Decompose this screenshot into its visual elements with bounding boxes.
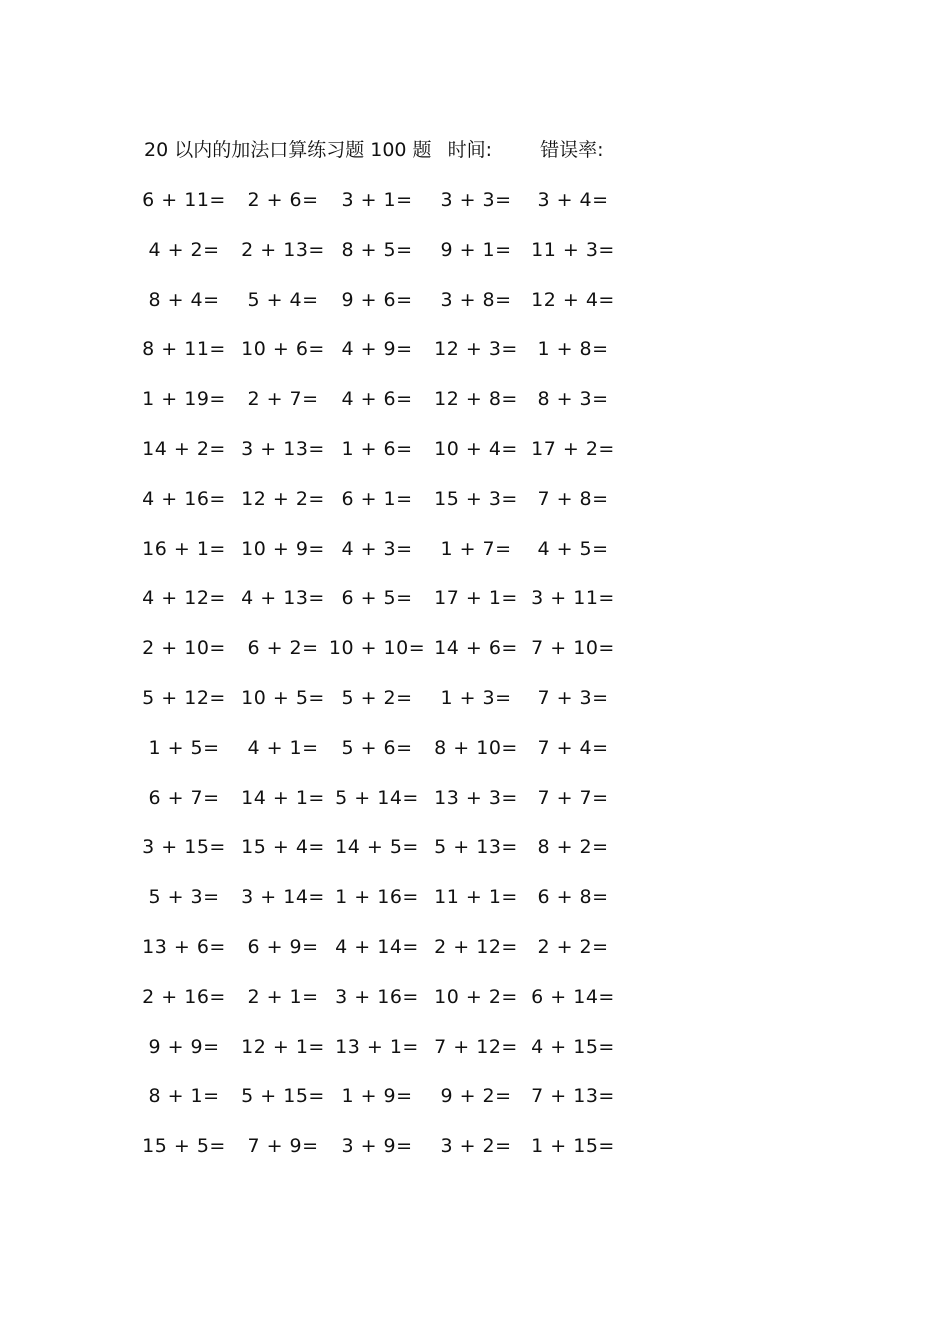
problem-item: 4 + 5= <box>537 537 609 560</box>
problem-item: 8 + 3= <box>537 388 609 411</box>
problem-item: 5 + 15= <box>241 1085 325 1108</box>
time-label: 时间: <box>447 139 493 161</box>
problem-item: 4 + 2= <box>148 238 220 261</box>
problem-item: 11 + 3= <box>531 238 615 261</box>
problem-item: 9 + 9= <box>148 1035 220 1058</box>
problem-item: 11 + 1= <box>434 886 518 909</box>
problem-item: 4 + 3= <box>341 537 413 560</box>
problem-row <box>0 933 950 961</box>
problem-item: 7 + 4= <box>537 736 609 759</box>
problem-item: 7 + 9= <box>247 1135 319 1158</box>
problem-row <box>0 584 950 612</box>
worksheet-title: 20 以内的加法口算练习题 100 题 <box>144 139 432 161</box>
problem-item: 6 + 2= <box>247 637 319 660</box>
problem-item: 12 + 3= <box>434 338 518 361</box>
problem-item: 8 + 11= <box>142 338 226 361</box>
problem-item: 17 + 2= <box>531 438 615 460</box>
problem-item: 14 + 5= <box>335 836 419 859</box>
problem-row <box>0 1132 950 1160</box>
problem-item: 17 + 1= <box>434 587 518 610</box>
problem-item: 9 + 2= <box>440 1085 512 1108</box>
problem-item: 1 + 15= <box>531 1135 615 1158</box>
problem-item: 3 + 9= <box>341 1135 413 1158</box>
problem-row <box>0 1033 950 1061</box>
problem-row <box>0 883 950 911</box>
problem-item: 8 + 2= <box>537 836 609 859</box>
problem-item: 10 + 9= <box>241 537 325 560</box>
problem-item: 5 + 4= <box>247 288 319 311</box>
problem-item: 4 + 6= <box>341 388 413 411</box>
problem-item: 8 + 10= <box>434 736 518 759</box>
problem-item: 6 + 5= <box>341 587 413 610</box>
problem-item: 5 + 2= <box>341 687 413 709</box>
problem-item: 10 + 5= <box>241 687 325 709</box>
problem-item: 9 + 1= <box>440 238 512 261</box>
problem-item: 1 + 9= <box>341 1085 413 1108</box>
problem-item: 4 + 13= <box>241 587 325 610</box>
problem-item: 2 + 16= <box>142 985 226 1008</box>
problem-item: 3 + 15= <box>142 836 226 859</box>
problem-item: 12 + 1= <box>241 1035 325 1058</box>
problem-item: 2 + 7= <box>247 388 319 411</box>
problem-item: 14 + 6= <box>434 637 518 660</box>
problem-item: 4 + 15= <box>531 1035 615 1058</box>
problem-item: 13 + 1= <box>335 1035 419 1058</box>
problem-row <box>0 684 950 712</box>
problem-item: 1 + 16= <box>335 886 419 909</box>
problem-item: 6 + 7= <box>148 786 220 809</box>
problem-item: 3 + 2= <box>440 1135 512 1158</box>
problem-item: 2 + 12= <box>434 936 518 958</box>
problem-item: 4 + 1= <box>247 736 319 759</box>
problem-item: 2 + 13= <box>241 238 325 261</box>
problem-item: 3 + 4= <box>537 189 609 211</box>
problem-row <box>0 435 950 463</box>
problem-item: 3 + 11= <box>531 587 615 610</box>
problem-item: 13 + 6= <box>142 936 226 958</box>
problem-item: 6 + 11= <box>142 189 226 211</box>
problem-item: 4 + 12= <box>142 587 226 610</box>
problem-item: 4 + 16= <box>142 487 226 510</box>
problem-item: 4 + 9= <box>341 338 413 361</box>
problem-item: 1 + 8= <box>537 338 609 361</box>
problem-item: 1 + 3= <box>440 687 512 709</box>
problem-item: 3 + 13= <box>241 438 325 460</box>
problem-item: 1 + 7= <box>440 537 512 560</box>
problem-row <box>0 983 950 1011</box>
problem-row <box>0 286 950 314</box>
problem-row <box>0 385 950 413</box>
problem-item: 15 + 3= <box>434 487 518 510</box>
problem-item: 2 + 6= <box>247 189 319 211</box>
problem-item: 16 + 1= <box>142 537 226 560</box>
problem-item: 13 + 3= <box>434 786 518 809</box>
problem-item: 5 + 3= <box>148 886 220 909</box>
problem-item: 5 + 6= <box>341 736 413 759</box>
problem-row <box>0 784 950 812</box>
problem-item: 5 + 14= <box>335 786 419 809</box>
problem-row <box>0 485 950 513</box>
problem-row <box>0 186 950 214</box>
problem-item: 7 + 12= <box>434 1035 518 1058</box>
problem-item: 2 + 10= <box>142 637 226 660</box>
problem-item: 10 + 4= <box>434 438 518 460</box>
problem-item: 8 + 5= <box>341 238 413 261</box>
problem-item: 5 + 13= <box>434 836 518 859</box>
problem-item: 15 + 4= <box>241 836 325 859</box>
problem-item: 1 + 5= <box>148 736 220 759</box>
problem-item: 3 + 1= <box>341 189 413 211</box>
problem-item: 12 + 8= <box>434 388 518 411</box>
problem-item: 12 + 2= <box>241 487 325 510</box>
problem-row <box>0 535 950 563</box>
problem-item: 6 + 14= <box>531 985 615 1008</box>
problem-item: 10 + 6= <box>241 338 325 361</box>
problem-row <box>0 734 950 762</box>
problem-item: 10 + 2= <box>434 985 518 1008</box>
problem-item: 9 + 6= <box>341 288 413 311</box>
problem-item: 7 + 10= <box>531 637 615 660</box>
problem-item: 1 + 6= <box>341 438 413 460</box>
problem-item: 14 + 1= <box>241 786 325 809</box>
problem-row <box>0 236 950 264</box>
problem-item: 15 + 5= <box>142 1135 226 1158</box>
problem-item: 14 + 2= <box>142 438 226 460</box>
problem-item: 6 + 9= <box>247 936 319 958</box>
problem-item: 7 + 8= <box>537 487 609 510</box>
problem-item: 10 + 10= <box>328 637 426 660</box>
problem-item: 3 + 16= <box>335 985 419 1008</box>
problem-item: 2 + 2= <box>537 936 609 958</box>
problem-item: 3 + 3= <box>440 189 512 211</box>
problem-item: 12 + 4= <box>531 288 615 311</box>
problem-row <box>0 634 950 662</box>
problem-item: 3 + 14= <box>241 886 325 909</box>
problem-item: 8 + 1= <box>148 1085 220 1108</box>
problem-item: 1 + 19= <box>142 388 226 411</box>
error-rate-label: 错误率: <box>540 139 604 161</box>
problem-item: 7 + 7= <box>537 786 609 809</box>
problem-item: 2 + 1= <box>247 985 319 1008</box>
problem-item: 7 + 3= <box>537 687 609 709</box>
problem-row <box>0 833 950 861</box>
problem-row <box>0 1082 950 1110</box>
problem-item: 7 + 13= <box>531 1085 615 1108</box>
problem-item: 6 + 1= <box>341 487 413 510</box>
problem-item: 4 + 14= <box>335 936 419 958</box>
problem-item: 6 + 8= <box>537 886 609 909</box>
problem-item: 5 + 12= <box>142 687 226 709</box>
problem-row <box>0 335 950 363</box>
problem-item: 3 + 8= <box>440 288 512 311</box>
problem-item: 8 + 4= <box>148 288 220 311</box>
